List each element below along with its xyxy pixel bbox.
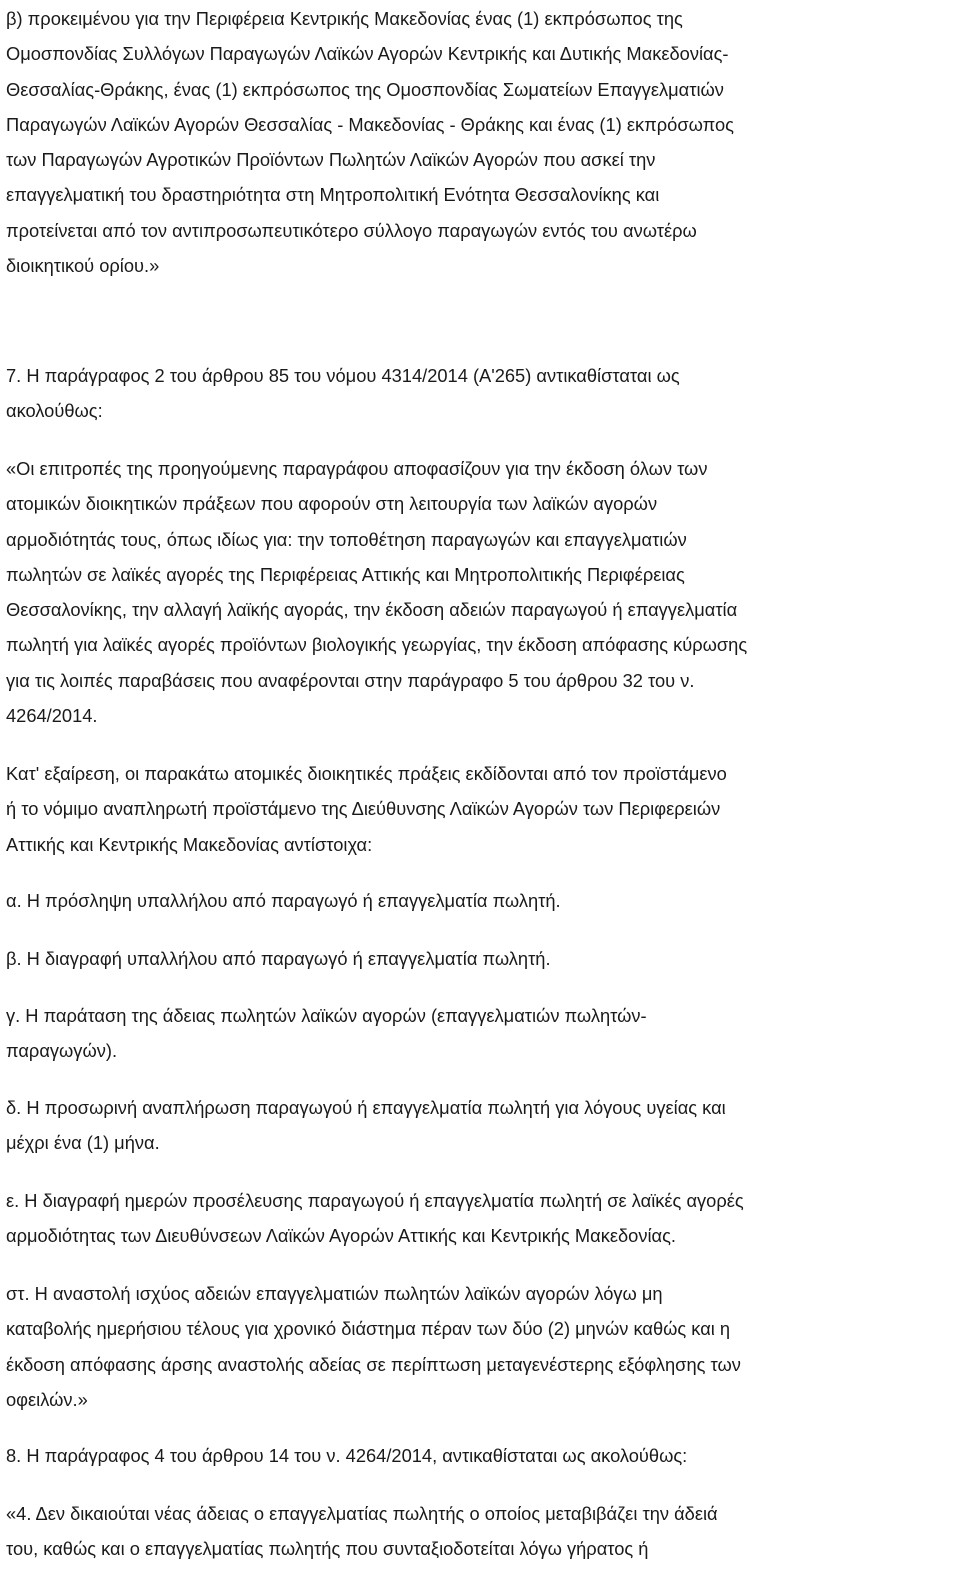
text-line: των Παραγωγών Αγροτικών Προϊόντων Πωλητών Λαϊκών Αγορών που ασκεί την bbox=[6, 149, 656, 171]
text-line: Αττικής και Κεντρικής Μακεδονίας αντίστοιχα: bbox=[6, 833, 373, 855]
text-line: Ομοσπονδίας Συλλόγων Παραγωγών Λαϊκών Αγορών Κεντρικής και Δυτικής Μακεδονίας- bbox=[6, 43, 729, 65]
text-line: έκδοση απόφασης άρσης αναστολής αδείας σε περίπτωση μεταγενέστερης εξόφλησης των bbox=[6, 1353, 741, 1375]
text-line: οφειλών.» bbox=[6, 1388, 88, 1410]
paragraph-exception bbox=[6, 756, 956, 862]
paragraph-article-7-quote bbox=[6, 451, 956, 733]
text-line: Κατ' εξαίρεση, οι παρακάτω ατομικές διοικητικές πράξεις εκδίδονται από τον προϊστάμενο bbox=[6, 763, 727, 784]
text-line: πωλητών σε λαϊκές αγορές της Περιφέρειας Αττικής και Μητροπολιτικής Περιφέρειας bbox=[6, 563, 685, 585]
text-line: του, καθώς και ο επαγγελματίας πωλητής που συνταξιοδοτείται λόγω γήρατος ή bbox=[6, 1538, 649, 1560]
text-line: επαγγελματική του δραστηριότητα στη Μητροπολιτική Ενότητα Θεσσαλονίκης και bbox=[6, 184, 660, 206]
text-line: στ. Η αναστολή ισχύος αδειών επαγγελματιών πωλητών λαϊκών αγορών λόγω μη bbox=[6, 1283, 663, 1304]
paragraph-article-8-quote bbox=[6, 1496, 956, 1567]
text-line: Παραγωγών Λαϊκών Αγορών Θεσσαλίας - Μακεδονίας - Θράκης και ένας (1) εκπρόσωπος bbox=[6, 113, 734, 135]
paragraph-article-8 bbox=[6, 1438, 956, 1473]
text-line: για τις λοιπές παραβάσεις που αναφέρονται στην παράγραφο 5 του άρθρου 32 του ν. bbox=[6, 669, 695, 691]
text-line: προτείνεται από τον αντιπροσωπευτικότερο σύλλογο παραγωγών εντός του ανωτέρω bbox=[6, 219, 697, 241]
text-line: ατομικών διοικητικών πράξεων που αφορούν στη λειτουργία των λαϊκών αγορών bbox=[6, 493, 658, 515]
text-line: μέχρι ένα (1) μήνα. bbox=[6, 1132, 160, 1154]
text-line: ακολούθως: bbox=[6, 400, 103, 422]
text-line: 8. Η παράγραφος 4 του άρθρου 14 του ν. 4264/2014, αντικαθίσταται ως ακολούθως: bbox=[6, 1445, 688, 1466]
text-line: διοικητικού ορίου.» bbox=[6, 255, 160, 277]
text-line: 4264/2014. bbox=[6, 705, 98, 727]
list-item-d bbox=[6, 1090, 956, 1161]
list-item-c bbox=[6, 998, 956, 1069]
text-line: πωλητή για λαϊκές αγορές προϊόντων βιολογικής γεωργίας, την έκδοση απόφασης κύρωσης bbox=[6, 634, 748, 656]
text-line: «4. Δεν δικαιούται νέας άδειας ο επαγγελματίας πωλητής ο οποίος μεταβιβάζει την άδειά bbox=[6, 1503, 718, 1524]
text-line: Θεσσαλονίκης, την αλλαγή λαϊκής αγοράς, την έκδοση αδειών παραγωγού ή επαγγελματία bbox=[6, 599, 738, 621]
text-line: Θεσσαλίας-Θράκης, ένας (1) εκπρόσωπος της Ομοσπονδίας Σωματείων Επαγγελματιών bbox=[6, 78, 724, 100]
text-line: β) προκειμένου για την Περιφέρεια Κεντρικής Μακεδονίας ένας (1) εκπρόσωπος της bbox=[6, 8, 683, 29]
text-line: αρμοδιότητας των Διευθύνσεων Λαϊκών Αγορών Αττικής και Κεντρικής Μακεδονίας. bbox=[6, 1225, 676, 1247]
list-item-b bbox=[6, 941, 956, 976]
list-item-st bbox=[6, 1276, 956, 1417]
text-line: ε. Η διαγραφή ημερών προσέλευσης παραγωγού ή επαγγελματία πωλητή σε λαϊκές αγορές bbox=[6, 1190, 744, 1211]
paragraph-beta-continuation bbox=[6, 1, 956, 283]
text-line: «Οι επιτροπές της προηγούμενης παραγράφου αποφασίζουν για την έκδοση όλων των bbox=[6, 458, 708, 479]
text-line: αρμοδιότητάς τους, όπως ιδίως για: την τοποθέτηση παραγωγών και επαγγελματιών bbox=[6, 528, 687, 550]
text-line: παραγωγών). bbox=[6, 1040, 118, 1062]
paragraph-article-7 bbox=[6, 358, 956, 429]
text-line: γ. Η παράταση της άδειας πωλητών λαϊκών αγορών (επαγγελματιών πωλητών- bbox=[6, 1005, 647, 1026]
text-line: δ. Η προσωρινή αναπλήρωση παραγωγού ή επαγγελματία πωλητή για λόγους υγείας και bbox=[6, 1097, 726, 1118]
list-item-a bbox=[6, 883, 956, 918]
text-line: ή το νόμιμο αναπληρωτή προϊστάμενο της Διεύθυνσης Λαϊκών Αγορών των Περιφερειών bbox=[6, 798, 721, 820]
text-line: α. Η πρόσληψη υπαλλήλου από παραγωγό ή επαγγελματία πωλητή. bbox=[6, 890, 561, 911]
text-line: 7. Η παράγραφος 2 του άρθρου 85 του νόμου 4314/2014 (Α'265) αντικαθίσταται ως bbox=[6, 365, 680, 386]
text-line: β. Η διαγραφή υπαλλήλου από παραγωγό ή επαγγελματία πωλητή. bbox=[6, 948, 551, 969]
text-line: καταβολής ημερήσιου τέλους για χρονικό διάστημα πέραν των δύο (2) μηνών καθώς και η bbox=[6, 1318, 731, 1340]
list-item-e bbox=[6, 1183, 956, 1254]
